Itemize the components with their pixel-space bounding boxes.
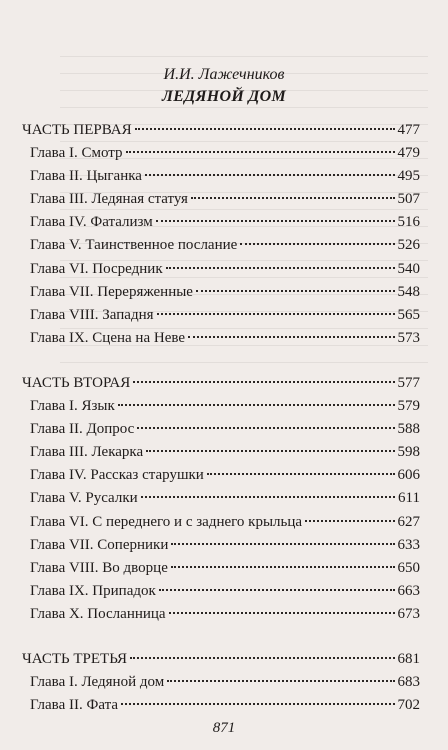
chapter-entry [22, 398, 420, 421]
chapter-entry-page-number: 507 [397, 191, 420, 208]
dot-leader [133, 381, 394, 383]
chapter-entry [22, 583, 420, 606]
page-number: 871 [212, 720, 236, 736]
dot-leader [141, 496, 395, 498]
chapter-entry [22, 237, 420, 260]
chapter-entry-page-number: 598 [397, 444, 420, 461]
chapter-entry-title: Глава II. Допрос [30, 421, 135, 438]
chapter-entry-title: Глава V. Таинственное послание [30, 237, 238, 254]
chapter-entry-page-number: 495 [397, 168, 420, 185]
author-name: И.И. Лажечников [163, 66, 285, 83]
chapter-entry [22, 537, 420, 560]
chapter-entry [22, 284, 420, 307]
part-heading-page-number: 681 [397, 650, 420, 667]
chapter-entry-title: Глава VII. Соперники [30, 536, 169, 553]
chapter-entry-title: Глава VI. С переднего и с заднего крыльца [30, 513, 303, 530]
dot-leader [137, 427, 394, 429]
dot-leader [305, 520, 394, 522]
chapter-entry-title: Глава VIII. Во дворце [30, 559, 168, 576]
chapter-entry-title: Глава III. Ледяная статуя [30, 191, 188, 208]
dot-leader [240, 243, 394, 245]
chapter-entry [22, 697, 420, 720]
chapter-entry-page-number: 633 [397, 536, 420, 553]
work-title: ЛЕДЯНОЙ ДОМ [161, 88, 287, 105]
dot-leader [188, 336, 394, 338]
dot-leader [156, 220, 395, 222]
chapter-entry-page-number: 702 [397, 697, 420, 714]
dot-leader [171, 543, 394, 545]
chapter-entry-title: Глава VI. Посредник [30, 260, 163, 277]
chapter-entry [22, 490, 420, 513]
chapter-entry-page-number: 673 [397, 605, 420, 622]
part-heading [22, 651, 420, 674]
chapter-entry [22, 330, 420, 353]
chapter-entry [22, 307, 420, 330]
chapter-entry-title: Глава IX. Сцена на Неве [30, 329, 186, 346]
chapter-entry-page-number: 683 [397, 674, 420, 691]
chapter-entry-page-number: 663 [397, 582, 420, 599]
table-of-contents [22, 122, 420, 720]
dot-leader [121, 703, 395, 705]
part-heading [22, 122, 420, 145]
chapter-entry-title: Глава VIII. Западня [30, 306, 154, 323]
chapter-entry [22, 674, 420, 697]
dot-leader [171, 566, 395, 568]
chapter-entry-title: Глава VII. Переряженные [30, 283, 193, 300]
dot-leader [135, 128, 395, 130]
chapter-entry [22, 168, 420, 191]
chapter-entry-title: Глава II. Фата [30, 697, 118, 714]
chapter-entry-page-number: 579 [397, 398, 420, 415]
toc-part [22, 651, 420, 720]
chapter-entry-page-number: 606 [397, 467, 420, 484]
chapter-entry [22, 606, 420, 629]
dot-leader [159, 589, 395, 591]
chapter-entry-page-number: 627 [397, 513, 420, 530]
chapter-entry-title: Глава IX. Припадок [30, 582, 156, 599]
part-heading [22, 375, 420, 398]
dot-leader [130, 657, 394, 659]
chapter-entry [22, 421, 420, 444]
chapter-entry-title: Глава I. Ледяной дом [30, 674, 165, 691]
chapter-entry-title: Глава I. Смотр [30, 145, 123, 162]
chapter-entry [22, 261, 420, 284]
chapter-entry [22, 467, 420, 490]
chapter-entry-title: Глава IV. Рассказ старушки [30, 467, 204, 484]
toc-part [22, 122, 420, 353]
dot-leader [166, 267, 395, 269]
chapter-entry [22, 444, 420, 467]
dot-leader [126, 151, 395, 153]
part-heading-title: ЧАСТЬ ПЕРВАЯ [22, 122, 132, 138]
part-heading-title: ЧАСТЬ ТРЕТЬЯ [22, 650, 128, 667]
chapter-entry-page-number: 516 [397, 214, 420, 231]
chapter-entry-page-number: 611 [398, 490, 420, 507]
part-heading-page-number: 577 [397, 374, 420, 391]
chapter-entry [22, 145, 420, 168]
chapter-entry-page-number: 650 [397, 559, 420, 576]
chapter-entry-page-number: 588 [397, 421, 420, 438]
chapter-entry-page-number: 540 [397, 260, 420, 277]
chapter-entry-page-number: 479 [397, 145, 420, 162]
dot-leader [196, 290, 395, 292]
chapter-entry-page-number: 526 [397, 237, 420, 254]
chapter-entry [22, 514, 420, 537]
chapter-entry [22, 560, 420, 583]
dot-leader [146, 450, 394, 452]
chapter-entry [22, 191, 420, 214]
dot-leader [207, 473, 395, 475]
part-heading-page-number: 477 [397, 122, 420, 138]
toc-part [22, 375, 420, 629]
chapter-entry-page-number: 573 [397, 329, 420, 346]
dot-leader [167, 680, 394, 682]
chapter-entry-page-number: 565 [397, 306, 420, 323]
chapter-entry-title: Глава V. Русалки [30, 490, 138, 507]
chapter-entry-title: Глава I. Язык [30, 398, 115, 415]
dot-leader [145, 174, 395, 176]
chapter-entry [22, 214, 420, 237]
chapter-entry-title: Глава II. Цыганка [30, 168, 142, 185]
dot-leader [118, 404, 395, 406]
dot-leader [191, 197, 395, 199]
chapter-entry-title: Глава IV. Фатализм [30, 214, 153, 231]
dot-leader [169, 612, 395, 614]
chapter-entry-title: Глава III. Лекарка [30, 444, 144, 461]
chapter-entry-title: Глава X. Посланница [30, 605, 166, 622]
dot-leader [157, 313, 395, 315]
part-heading-title: ЧАСТЬ ВТОРАЯ [22, 374, 131, 391]
chapter-entry-page-number: 548 [397, 283, 420, 300]
